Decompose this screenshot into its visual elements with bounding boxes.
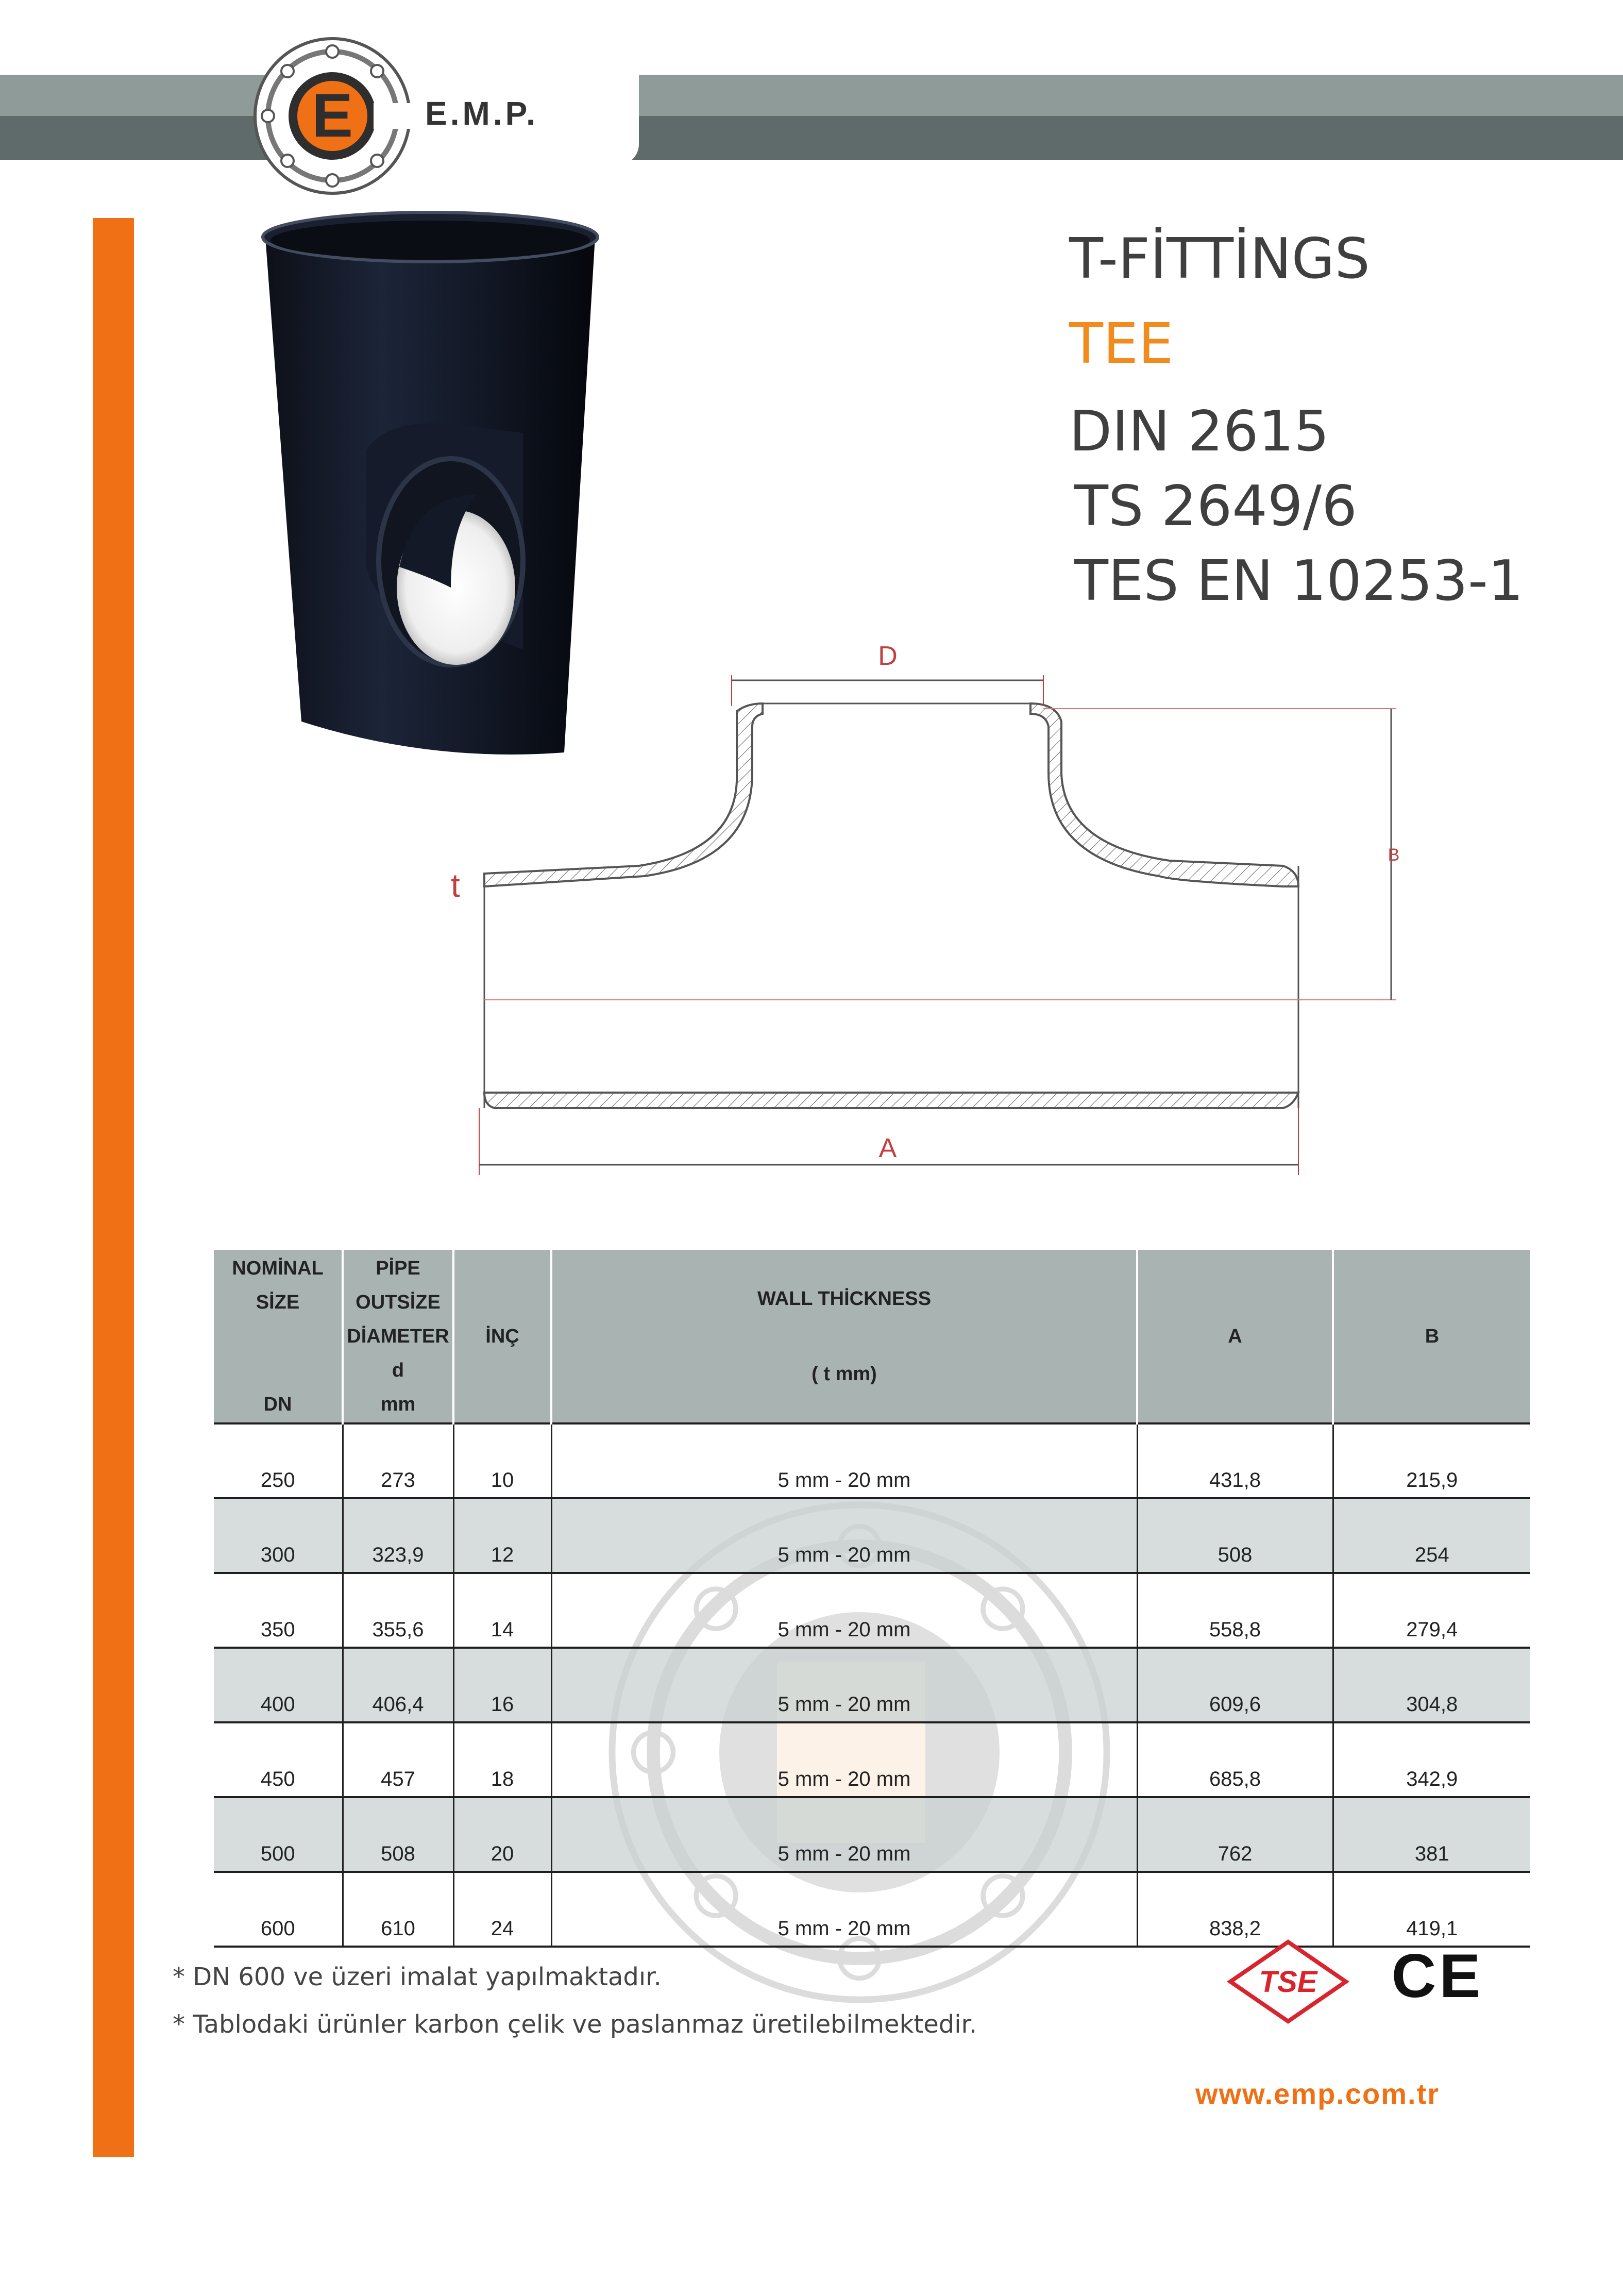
header-pipe-line: d bbox=[392, 1359, 404, 1381]
header-inch: İNÇ bbox=[453, 1250, 551, 1423]
header-nominal-line: DN bbox=[263, 1393, 292, 1415]
cell-a: 838,2 bbox=[1137, 1872, 1333, 1947]
emp-logo-icon bbox=[247, 31, 428, 201]
cell-d: 508 bbox=[343, 1797, 453, 1872]
header-wall-line: WALL THİCKNESS bbox=[757, 1287, 932, 1310]
dimension-label-d: D bbox=[878, 641, 898, 671]
logo-letter: E bbox=[311, 81, 353, 150]
cell-inc: 14 bbox=[453, 1573, 551, 1648]
cell-d: 610 bbox=[343, 1872, 453, 1947]
header-pipe-line: DİAMETER bbox=[347, 1325, 449, 1347]
dimensions-table bbox=[214, 1250, 1530, 1948]
cell-dn: 250 bbox=[214, 1423, 343, 1498]
header-pipe-line: PİPE bbox=[376, 1257, 420, 1279]
ce-text: CE bbox=[1391, 1946, 1484, 2007]
header-wall-line: ( t mm) bbox=[812, 1363, 877, 1385]
header-pipe-line: OUTSİZE bbox=[356, 1291, 441, 1313]
cell-b: 254 bbox=[1333, 1498, 1530, 1573]
cell-a: 508 bbox=[1137, 1498, 1333, 1573]
orange-side-bar bbox=[93, 218, 134, 2157]
header-nominal-line: NOMİNAL bbox=[232, 1257, 324, 1279]
table-row bbox=[214, 1573, 1530, 1648]
cell-dn: 500 bbox=[214, 1797, 343, 1872]
cell-wall: 5 mm - 20 mm bbox=[551, 1498, 1137, 1573]
cell-b: 419,1 bbox=[1333, 1872, 1530, 1947]
footnotes bbox=[173, 1953, 977, 2048]
cell-wall: 5 mm - 20 mm bbox=[551, 1872, 1137, 1947]
cell-b: 342,9 bbox=[1333, 1722, 1530, 1797]
header-a: A bbox=[1137, 1250, 1333, 1423]
header-wall-thickness bbox=[551, 1250, 1137, 1423]
website-link[interactable]: www.emp.com.tr bbox=[1195, 2077, 1440, 2110]
cell-b: 304,8 bbox=[1333, 1648, 1530, 1722]
table-row bbox=[214, 1797, 1530, 1872]
standard-tes: TES EN 10253-1 bbox=[1074, 549, 1524, 613]
cell-inc: 10 bbox=[453, 1423, 551, 1498]
header-pipe-diameter bbox=[343, 1250, 453, 1423]
tee-technical-drawing bbox=[438, 639, 1417, 1196]
cell-d: 355,6 bbox=[343, 1573, 453, 1648]
cell-a: 558,8 bbox=[1137, 1573, 1333, 1648]
cell-wall: 5 mm - 20 mm bbox=[551, 1722, 1137, 1797]
table-row bbox=[214, 1648, 1530, 1722]
header-band-dark bbox=[0, 116, 1623, 160]
cell-a: 431,8 bbox=[1137, 1423, 1333, 1498]
cell-b: 279,4 bbox=[1333, 1573, 1530, 1648]
header-nominal-size bbox=[214, 1250, 343, 1423]
dimension-label-b: B bbox=[1388, 845, 1400, 865]
cell-inc: 18 bbox=[453, 1722, 551, 1797]
cell-dn: 600 bbox=[214, 1872, 343, 1947]
cell-b: 381 bbox=[1333, 1797, 1530, 1872]
cell-a: 685,8 bbox=[1137, 1722, 1333, 1797]
cell-dn: 350 bbox=[214, 1573, 343, 1648]
cell-d: 323,9 bbox=[343, 1498, 453, 1573]
table-row bbox=[214, 1423, 1530, 1498]
header-pipe-line: mm bbox=[380, 1393, 416, 1415]
cell-inc: 16 bbox=[453, 1648, 551, 1722]
page-subtitle: TEE bbox=[1069, 312, 1174, 376]
footnote: * DN 600 ve üzeri imalat yapılmaktadır. bbox=[173, 1963, 662, 1991]
tse-mark-icon bbox=[1226, 1938, 1350, 2025]
cell-a: 609,6 bbox=[1137, 1648, 1333, 1722]
brand-name: E.M.P. bbox=[425, 95, 538, 132]
standard-din: DIN 2615 bbox=[1069, 399, 1329, 464]
header-band-light bbox=[0, 75, 1623, 116]
cell-d: 457 bbox=[343, 1722, 453, 1797]
cell-inc: 24 bbox=[453, 1872, 551, 1947]
cell-dn: 450 bbox=[214, 1722, 343, 1797]
cell-b: 215,9 bbox=[1333, 1423, 1530, 1498]
cell-inc: 20 bbox=[453, 1797, 551, 1872]
cell-wall: 5 mm - 20 mm bbox=[551, 1573, 1137, 1648]
table-row bbox=[214, 1872, 1530, 1947]
cell-wall: 5 mm - 20 mm bbox=[551, 1423, 1137, 1498]
header-nominal-line: SİZE bbox=[256, 1291, 300, 1313]
footnote: * Tablodaki ürünler karbon çelik ve paslanmaz üretilebilmektedir. bbox=[173, 2010, 977, 2039]
cell-wall: 5 mm - 20 mm bbox=[551, 1648, 1137, 1722]
table-header-row bbox=[214, 1250, 1530, 1423]
dimension-label-a: A bbox=[878, 1133, 897, 1163]
header-b: B bbox=[1333, 1250, 1530, 1423]
cell-dn: 300 bbox=[214, 1498, 343, 1573]
cell-d: 406,4 bbox=[343, 1648, 453, 1722]
standard-ts: TS 2649/6 bbox=[1074, 474, 1357, 539]
table-row bbox=[214, 1498, 1530, 1573]
cell-a: 762 bbox=[1137, 1797, 1333, 1872]
cell-inc: 12 bbox=[453, 1498, 551, 1573]
ce-mark-icon bbox=[1386, 1946, 1489, 2007]
cell-dn: 400 bbox=[214, 1648, 343, 1722]
dimension-label-t: t bbox=[451, 867, 460, 904]
page-title: T-FİTTİNGS bbox=[1069, 227, 1370, 291]
cell-wall: 5 mm - 20 mm bbox=[551, 1797, 1137, 1872]
cell-d: 273 bbox=[343, 1423, 453, 1498]
tse-text: TSE bbox=[1259, 1965, 1317, 1999]
table-row bbox=[214, 1722, 1530, 1797]
